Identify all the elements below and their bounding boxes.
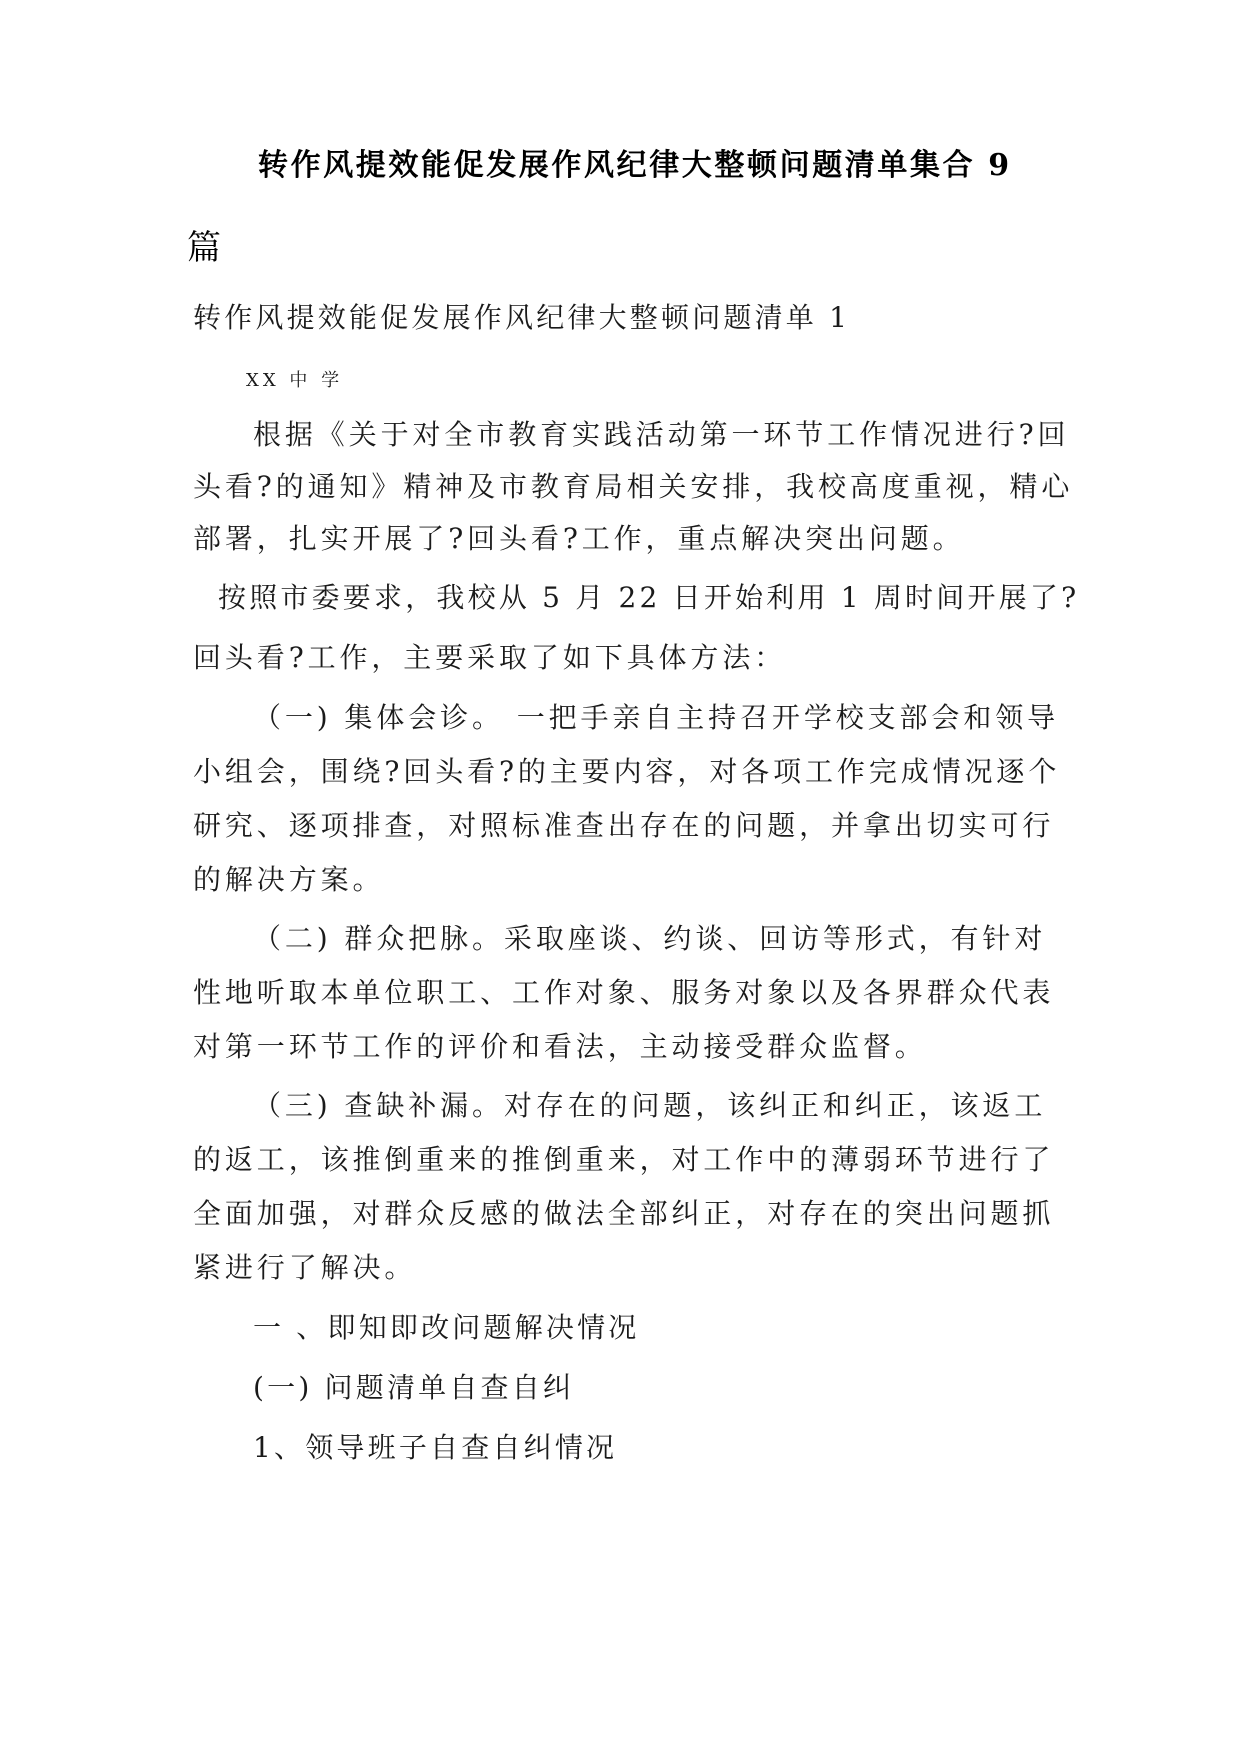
subsection-heading: (一) 问题清单自查自纠 [253, 1371, 575, 1404]
document-title-line-2: 篇 [187, 228, 221, 268]
paragraph-2-line-1: 按照市委要求，我校从 5 月 22 日开始利用 1 周时间开展了? [218, 581, 1080, 614]
paragraph-5-line-2: 的返工，该推倒重来的推倒重来，对工作中的薄弱环节进行了 [193, 1143, 1055, 1176]
paragraph-3-line-3: 研究、逐项排查，对照标准查出存在的问题，并拿出切实可行 [193, 809, 1055, 842]
document-subtitle: 转作风提效能促发展作风纪律大整顿问题清单 1 [193, 301, 851, 334]
school-name: XX 中 学 [246, 370, 344, 391]
paragraph-1-line-2: 头看?的通知》精神及市教育局相关安排，我校高度重视，精心 [193, 470, 1074, 503]
paragraph-2-line-2: 回头看?工作，主要采取了如下具体方法： [193, 641, 787, 674]
paragraph-4-line-1: （二) 群众把脉。采取座谈、约谈、回访等形式，有针对 [253, 922, 1047, 955]
document-title-line-1: 转作风提效能促发展作风纪律大整顿问题清单集合 9 [258, 148, 1012, 183]
paragraph-5-line-3: 全面加强，对群众反感的做法全部纠正，对存在的突出问题抓 [193, 1197, 1055, 1230]
item-heading: 1、领导班子自查自纠情况 [253, 1431, 618, 1464]
paragraph-4-line-3: 对第一环节工作的评价和看法，主动接受群众监督。 [193, 1030, 927, 1063]
paragraph-3-line-2: 小组会，围绕?回头看?的主要内容，对各项工作完成情况逐个 [193, 755, 1061, 788]
paragraph-3-line-4: 的解决方案。 [193, 863, 385, 896]
paragraph-4-line-2: 性地听取本单位职工、工作对象、服务对象以及各界群众代表 [193, 976, 1055, 1009]
section-heading: 一 、即知即改问题解决情况 [253, 1311, 640, 1344]
paragraph-5-line-1: （三) 查缺补漏。对存在的问题，该纠正和纠正，该返工 [253, 1089, 1047, 1122]
paragraph-5-line-4: 紧进行了解决。 [193, 1251, 417, 1284]
paragraph-3-line-1: （一) 集体会诊。 一把手亲自主持召开学校支部会和领导 [253, 701, 1060, 734]
paragraph-1-line-1: 根据《关于对全市教育实践活动第一环节工作情况进行?回 [253, 418, 1070, 451]
paragraph-1-line-3: 部署，扎实开展了?回头看?工作，重点解决突出问题。 [193, 522, 965, 555]
